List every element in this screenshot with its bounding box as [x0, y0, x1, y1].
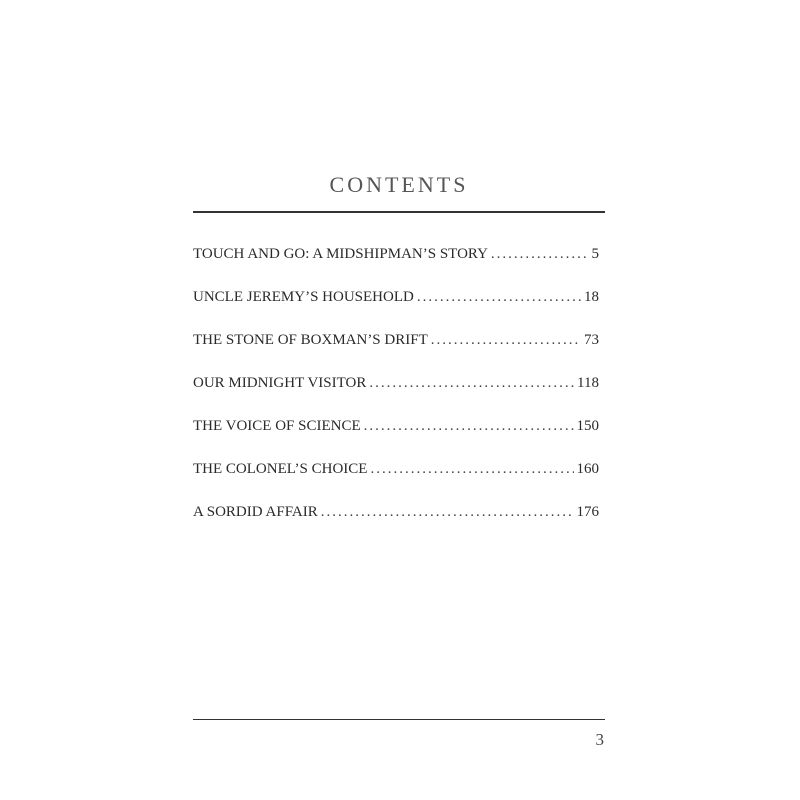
toc-entry[interactable]: [193, 461, 599, 504]
toc-entry-page: 18: [584, 289, 599, 305]
page-number: 3: [595, 730, 604, 749]
toc-entry[interactable]: [193, 289, 599, 332]
toc-entry-title: A SORDID AFFAIR: [193, 504, 318, 520]
contents-heading: CONTENTS: [329, 172, 469, 197]
dot-leader: [364, 418, 574, 435]
toc-entry-title: OUR MIDNIGHT VISITOR: [193, 375, 367, 391]
dot-leader: [369, 375, 574, 392]
dot-leader: [370, 461, 573, 478]
toc-entry-title: THE COLONEL’S CHOICE: [193, 461, 368, 477]
toc-entry-title: THE VOICE OF SCIENCE: [193, 418, 361, 434]
toc-entry[interactable]: [193, 375, 599, 418]
toc-entry-page: 176: [576, 504, 599, 520]
toc-entry-page: 150: [576, 418, 599, 434]
footer-divider: [193, 719, 605, 720]
toc-entry[interactable]: [193, 504, 599, 547]
toc-entry[interactable]: [193, 418, 599, 461]
toc-entry-title: TOUCH AND GO: A MIDSHIPMAN’S STORY: [193, 246, 488, 262]
toc-entry-page: 5: [591, 246, 599, 262]
dot-leader: [491, 246, 589, 263]
table-of-contents: [193, 246, 599, 547]
dot-leader: [417, 289, 581, 306]
toc-entry[interactable]: [193, 246, 599, 289]
heading-divider: [193, 211, 605, 213]
toc-entry-page: 160: [576, 461, 599, 477]
toc-entry-title: UNCLE JEREMY’S HOUSEHOLD: [193, 289, 414, 305]
toc-entry[interactable]: [193, 332, 599, 375]
dot-leader: [431, 332, 581, 349]
toc-entry-title: THE STONE OF BOXMAN’S DRIFT: [193, 332, 428, 348]
dot-leader: [321, 504, 574, 521]
toc-entry-page: 118: [577, 375, 599, 391]
toc-entry-page: 73: [584, 332, 599, 348]
